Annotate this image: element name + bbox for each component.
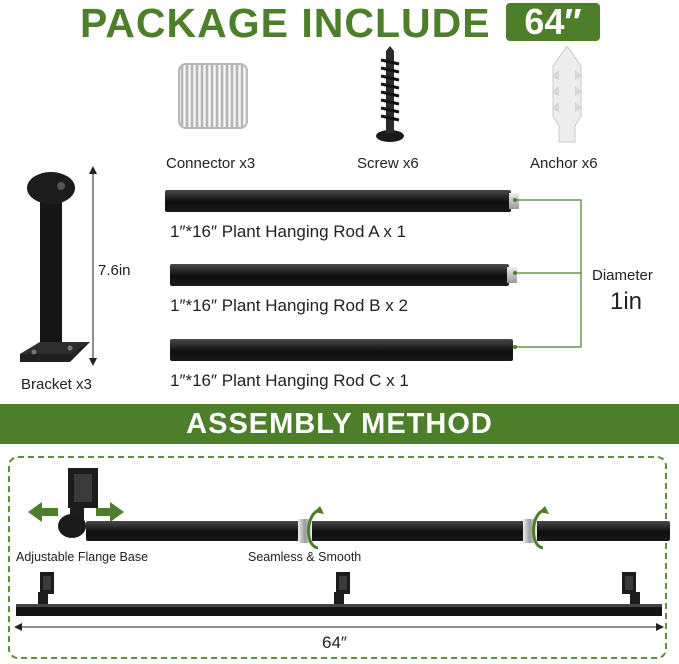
diameter-value: 1in	[610, 288, 643, 315]
rod-b	[170, 264, 509, 286]
size-badge: 64″	[506, 3, 600, 41]
assembled-rod-top	[86, 521, 670, 541]
rod-a	[165, 190, 511, 212]
screw-label: Screw x6	[357, 155, 419, 172]
anchor-icon	[545, 46, 589, 144]
package-title: PACKAGE INCLUDE	[80, 0, 491, 46]
connector-label: Connector x3	[166, 155, 256, 172]
assembly-title: ASSEMBLY METHOD	[0, 404, 679, 444]
diameter-callout	[505, 195, 595, 355]
bottom-rod-assembly	[14, 568, 664, 620]
rod-a-label: 1″*16″ Plant Hanging Rod A x 1	[170, 222, 407, 241]
seamless-label: Seamless & Smooth	[248, 550, 362, 564]
flange-label: Adjustable Flange Base	[16, 550, 149, 564]
connector-icon	[178, 63, 248, 129]
screw-icon	[370, 46, 410, 144]
rod-c	[170, 339, 513, 361]
rod-c-label: 1″*16″ Plant Hanging Rod C x 1	[170, 371, 409, 390]
bracket-height-label: 7.6in	[98, 262, 131, 279]
rotate-arrow-icon	[525, 506, 553, 552]
length-label: 64″	[322, 633, 347, 652]
diameter-label: Diameter	[592, 267, 653, 284]
rod-b-label: 1″*16″ Plant Hanging Rod B x 2	[170, 296, 408, 315]
bracket-label: Bracket x3	[21, 376, 92, 393]
anchor-label: Anchor x6	[530, 155, 598, 172]
rotate-arrow-icon	[300, 506, 328, 552]
length-dimension	[14, 620, 664, 634]
